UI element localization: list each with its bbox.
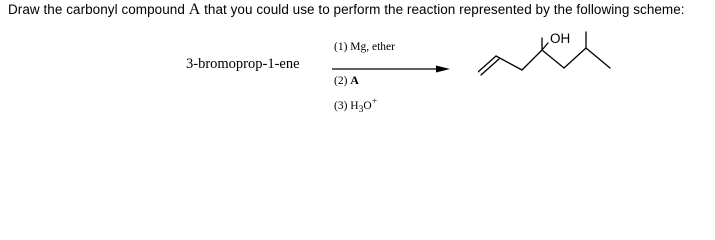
question-prefix: Draw the carbonyl compound bbox=[8, 2, 189, 17]
bond-isopropyl-methyl-2 bbox=[586, 48, 610, 68]
compound-letter: A bbox=[188, 1, 201, 18]
step-3-superscript: + bbox=[371, 96, 378, 107]
bond-chain-3 bbox=[542, 50, 564, 68]
bond-chain-4 bbox=[564, 48, 586, 68]
bond-chain-2 bbox=[522, 50, 542, 70]
step-3-subscript: 3 bbox=[358, 104, 364, 116]
reaction-step-2 bbox=[334, 73, 359, 88]
step-2-number: (2) bbox=[334, 75, 351, 87]
product-structure bbox=[478, 30, 618, 80]
reactant-name: 3-bromoprop-1-ene bbox=[186, 56, 300, 72]
bond-chain-1 bbox=[496, 56, 522, 70]
reaction-step-1: (1) Mg, ether bbox=[334, 41, 395, 53]
hydroxyl-label: OH bbox=[550, 31, 571, 46]
step-2-reagent: A bbox=[350, 73, 359, 87]
question-suffix: that you could use to perform the reaction represented by the following scheme: bbox=[200, 2, 685, 17]
reaction-arrow bbox=[332, 64, 452, 74]
reaction-step-3 bbox=[334, 96, 377, 115]
question-text bbox=[8, 1, 685, 19]
bond-c-oh bbox=[542, 43, 548, 50]
step-3-oxygen: O bbox=[363, 99, 372, 112]
step-3-prefix: (3) H bbox=[334, 99, 359, 112]
